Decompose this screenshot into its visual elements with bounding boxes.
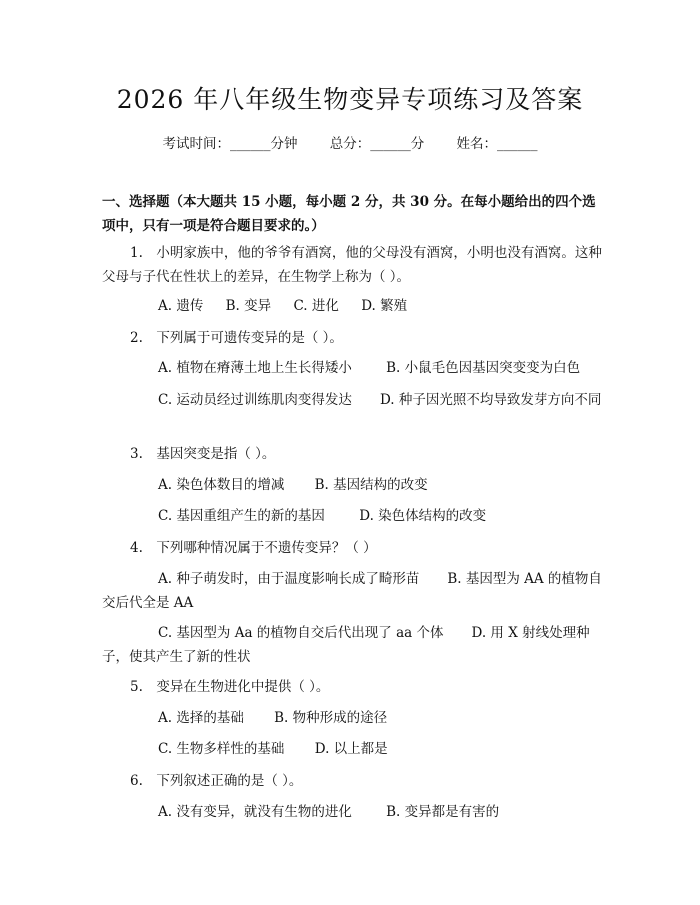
q1-option-a: A. 遗传 — [158, 298, 204, 314]
page-title: 2026 年八年级生物变异专项练习及答案 — [116, 85, 584, 114]
q4-option-d: D. 用 X 射线处理种子，使其产生了新的性状 — [102, 625, 590, 665]
question-5-options-row2 — [158, 737, 388, 761]
question-1-stem: 1. 小明家族中，他的爷爷有酒窝，他的父母没有酒窝，小明也没有酒窝。这种父母与子代在性状上的差异，在生物学上称为（ ）。 — [102, 245, 602, 285]
q1-option-d: D. 繁殖 — [361, 298, 408, 314]
exam-score: 总分：______分 — [329, 136, 425, 152]
q3-option-a: A. 染色体数目的增减 — [158, 477, 285, 493]
question-6-stem: 6. 下列叙述正确的是（ ）。 — [130, 773, 303, 789]
question-1-options — [158, 294, 407, 318]
question-3-options-row2 — [158, 504, 486, 528]
section-heading: 一、选择题（本大题共 15 小题，每小题 2 分，共 30 分。在每小题给出的四个选项中，只有一项是符合题目要求的。） — [102, 194, 596, 234]
q4-option-a: A. 种子萌发时，由于温度影响长成了畸形苗 — [158, 571, 420, 587]
q3-option-d: D. 染色体结构的改变 — [359, 508, 487, 524]
q1-option-c: C. 进化 — [293, 298, 339, 314]
q2-option-a: A. 植物在瘠薄土地上生长得矮小 — [158, 360, 352, 376]
q6-option-a: A. 没有变异，就没有生物的进化 — [158, 804, 352, 820]
q4-option-c: C. 基因型为 Aa 的植物自交后代出现了 aa 个体 — [158, 625, 444, 641]
question-3-options-row1 — [158, 473, 428, 497]
question-4-options-row1 — [102, 567, 602, 615]
q5-option-b: B. 物种形成的途径 — [274, 710, 388, 726]
question-3-stem: 3. 基因突变是指（ ）。 — [130, 446, 276, 462]
question-5-stem: 5. 变异在生物进化中提供（ ）。 — [130, 679, 330, 695]
q5-option-d: D. 以上都是 — [314, 741, 388, 757]
question-4-options-row2 — [102, 621, 602, 669]
q3-option-b: B. 基因结构的改变 — [314, 477, 428, 493]
q2-option-d: D. 种子因光照不均导致发芽方向不同 — [379, 392, 602, 408]
q4-option-b: B. 基因型为 AA 的植物自交后代全是 AA — [102, 571, 602, 611]
q5-option-a: A. 选择的基础 — [158, 710, 244, 726]
student-name: 姓名：______ — [456, 136, 538, 152]
q6-option-b: B. 变异都是有害的 — [386, 804, 500, 820]
q3-option-c: C. 基因重组产生的新的基因 — [158, 508, 325, 524]
question-5-options-row1 — [158, 706, 387, 730]
q2-option-c: C. 运动员经过训练肌肉变得发达 — [158, 392, 352, 408]
question-2-options-row2 — [102, 388, 602, 412]
question-2-stem: 2. 下列属于可遗传变异的是（ ）。 — [130, 330, 343, 346]
q5-option-c: C. 生物多样性的基础 — [158, 741, 285, 757]
question-4-stem: 4. 下列哪种情况属于不遗传变异？（ ） — [130, 540, 377, 556]
q1-option-b: B. 变异 — [225, 298, 272, 314]
question-2-options-row1 — [158, 356, 580, 380]
question-6-options-row1 — [158, 800, 499, 824]
exam-info — [0, 132, 700, 152]
q2-option-b: B. 小鼠毛色因基因突变变为白色 — [386, 360, 581, 376]
exam-time: 考试时间：______分钟 — [162, 136, 298, 152]
